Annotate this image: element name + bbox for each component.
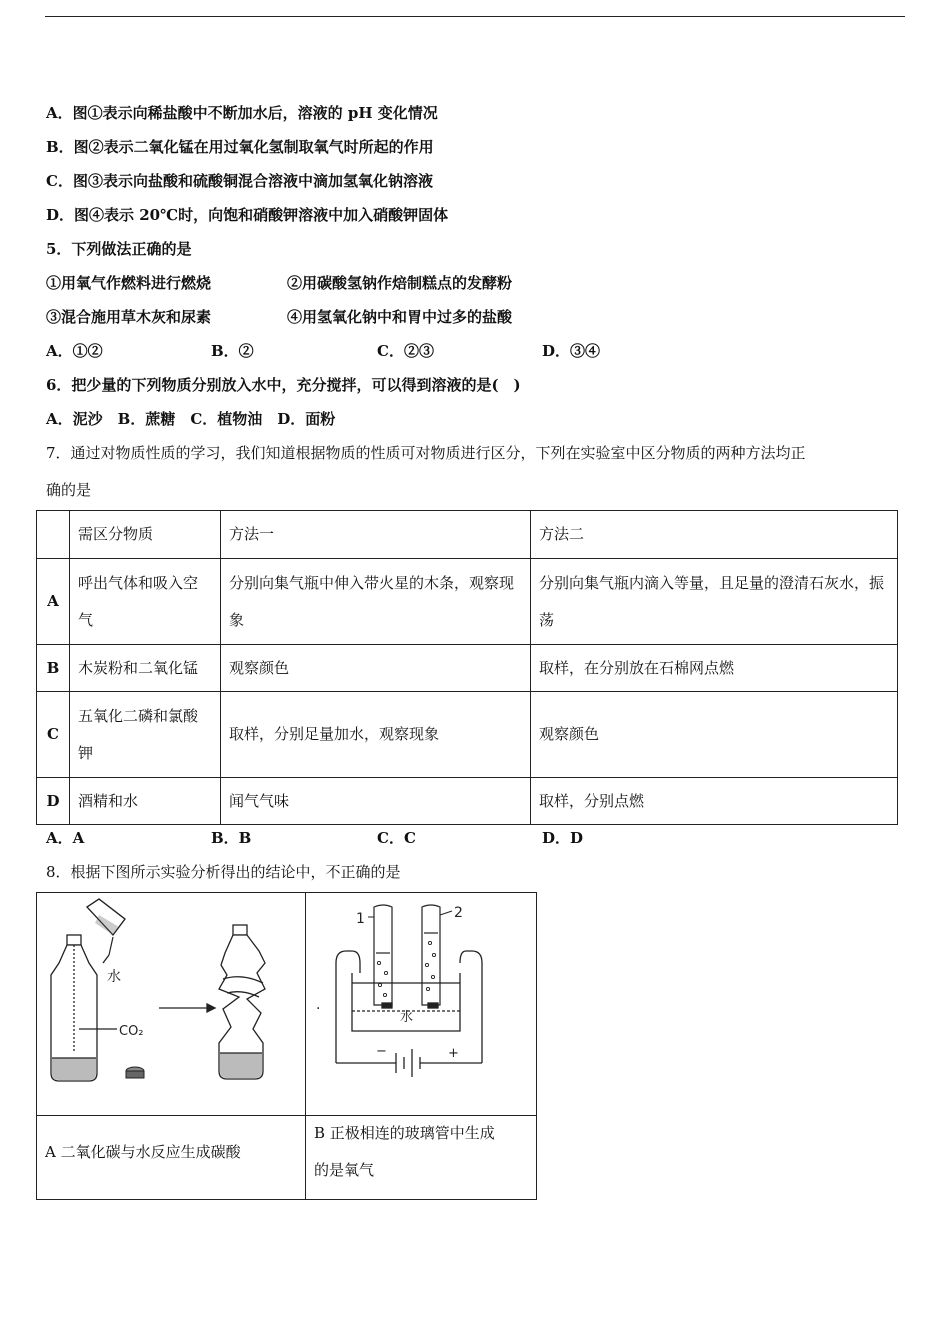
caption-b-line2: 的是氧气: [314, 1161, 375, 1179]
q7-option-c: C．C: [377, 829, 416, 847]
q5-option-c: C．②③: [377, 342, 434, 360]
positive-terminal-label: +: [448, 1046, 459, 1061]
bottle-cap-icon: [126, 1067, 144, 1078]
row-key: D: [37, 778, 70, 825]
q5-item-2: ②用碳酸氢钠作焙制糕点的发酵粉: [287, 274, 513, 292]
caption-b-line1: B 正极相连的玻璃管中生成: [314, 1124, 495, 1142]
q5-item-1: ①用氧气作燃料进行燃烧: [46, 274, 212, 292]
header-method1: 方法一: [221, 511, 531, 559]
q8-stem: 8．根据下图所示实验分析得出的结论中，不正确的是: [46, 863, 401, 881]
row-key: A: [37, 559, 70, 645]
row-substance: 酒精和水: [70, 778, 221, 825]
row-method2: 观察颜色: [531, 692, 898, 778]
caption-a: A 二氧化碳与水反应生成碳酸: [45, 1143, 241, 1161]
table-row: [37, 645, 898, 692]
water-trough-icon: [336, 951, 482, 1063]
q7-table: [36, 510, 898, 825]
row-method2: 取样，分别点燃: [531, 778, 898, 825]
co2-bottle-illustration: [37, 893, 305, 1115]
row-substance: 呼出气体和吸入空气: [70, 559, 221, 645]
battery-icon: [336, 1049, 482, 1077]
row-substance: 木炭粉和二氧化锰: [70, 645, 221, 692]
row-method2: 分别向集气瓶内滴入等量，且足量的澄清石灰水，振荡: [531, 559, 898, 645]
q4-option-d: D．图④表示 20℃时，向饱和硝酸钾溶液中加入硝酸钾固体: [46, 206, 449, 224]
header-key: [37, 511, 70, 559]
header-rule: [45, 16, 905, 17]
co2-label: CO₂: [119, 1024, 144, 1039]
q7-stem-line1: 7．通过对物质性质的学习，我们知道根据物质的性质可对物质进行区分，下列在实验室中区分物质的两种方法均正: [46, 444, 806, 462]
q7-stem-line2: 确的是: [46, 481, 92, 499]
header-substance: 需区分物质: [70, 511, 221, 559]
q7-option-a: A．A: [46, 829, 85, 847]
q4-option-b: B．图②表示二氧化锰在用过氧化氢制取氧气时所起的作用: [46, 138, 434, 156]
negative-terminal-label: −: [376, 1044, 387, 1059]
row-substance: 五氧化二磷和氯酸钾: [70, 692, 221, 778]
table-row: [37, 559, 898, 645]
q6-options: A．泥沙 B．蔗糖 C．植物油 D．面粉: [46, 410, 336, 428]
arrow-right-icon: [159, 1004, 215, 1012]
water-label-trough: 水: [400, 1010, 414, 1025]
water-label: 水: [107, 969, 121, 985]
table-row: [37, 692, 898, 778]
q5-option-d: D．③④: [542, 342, 601, 360]
q5-item-4: ④用氢氧化钠中和胃中过多的盐酸: [287, 308, 513, 326]
header-method2: 方法二: [531, 511, 898, 559]
q5-option-b: B．②: [211, 342, 254, 360]
bottle-after-icon: [219, 925, 265, 1079]
q7-option-d: D．D: [542, 829, 584, 847]
row-key: B: [37, 645, 70, 692]
q4-option-a: A．图①表示向稀盐酸中不断加水后，溶液的 pH 变化情况: [46, 104, 438, 122]
q5-stem: 5．下列做法正确的是: [46, 240, 192, 258]
tube-1-label: 1: [356, 911, 365, 927]
q4-option-c: C．图③表示向盐酸和硫酸铜混合溶液中滴加氢氧化钠溶液: [46, 172, 433, 190]
row-method1: 闻气气味: [221, 778, 531, 825]
row-method1: 取样，分别足量加水，观察现象: [221, 692, 531, 778]
row-method1: 分别向集气瓶中伸入带火星的木条，观察现象: [221, 559, 531, 645]
q7-option-b: B．B: [211, 829, 252, 847]
q6-stem: 6．把少量的下列物质分别放入水中，充分搅拌，可以得到溶液的是( ): [46, 376, 521, 394]
q8-figure-table: [36, 892, 537, 1200]
q5-option-a: A．①②: [46, 342, 103, 360]
q5-item-3: ③混合施用草木灰和尿素: [46, 308, 212, 326]
row-key: C: [37, 692, 70, 778]
test-tube-1-icon: [374, 905, 392, 1005]
electrolysis-illustration: [306, 893, 536, 1115]
table-row: [37, 778, 898, 825]
bottle-before-icon: [51, 935, 117, 1081]
test-tube-2-icon: [422, 905, 440, 1005]
dot-mark: .: [316, 997, 321, 1013]
tube-2-label: 2: [454, 905, 463, 921]
row-method1: 观察颜色: [221, 645, 531, 692]
row-method2: 取样，在分别放在石棉网点燃: [531, 645, 898, 692]
beaker-icon: [87, 899, 125, 955]
table-header-row: [37, 511, 898, 559]
